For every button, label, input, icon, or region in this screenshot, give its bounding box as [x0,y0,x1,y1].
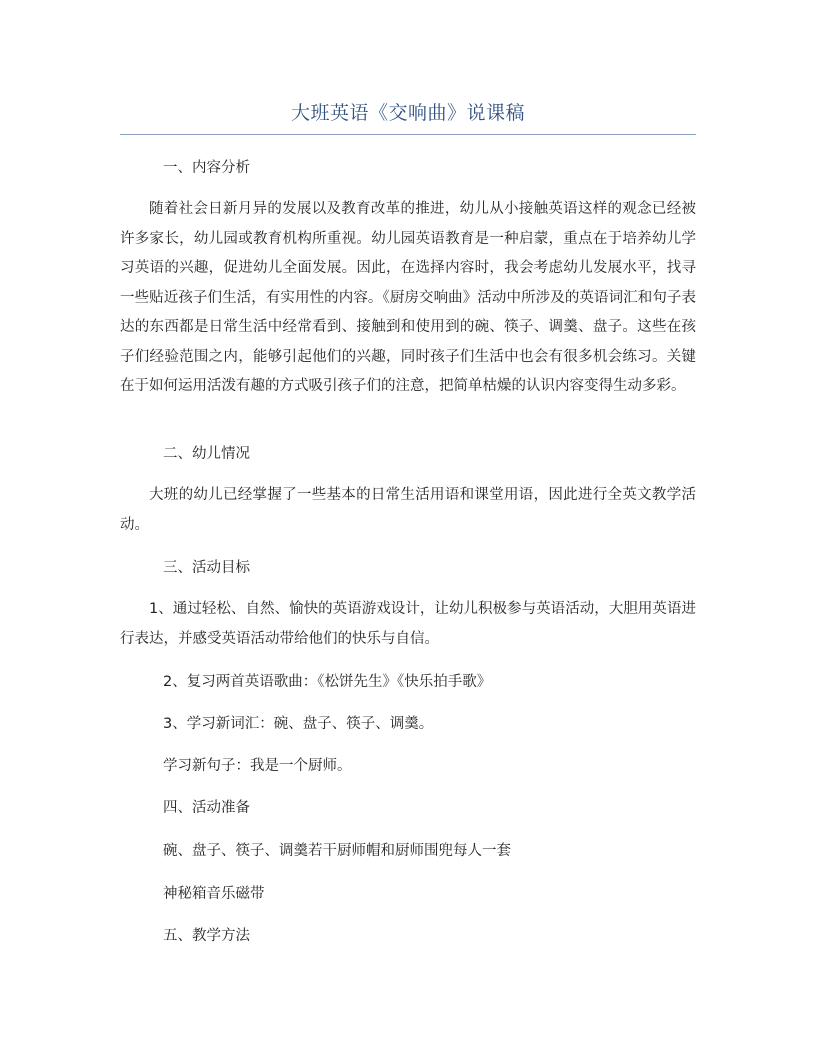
section-heading-children-situation: 二、幼儿情况 [163,446,250,462]
goal-item-3: 3、学习新词汇：碗、盘子、筷子、调羹。 [163,716,434,732]
title-divider [120,134,696,135]
section-heading-content-analysis: 一、内容分析 [163,160,250,176]
paragraph-children-situation: 大班的幼儿已经掌握了一些基本的日常生活用语和课堂用语，因此进行全英文教学活动。 [120,487,696,533]
prep-item-1: 碗、盘子、筷子、调羹若干厨师帽和厨师围兜每人一套 [163,843,511,859]
goal-item-2: 2、复习两首英语歌曲：《松饼先生》《快乐拍手歌》 [163,674,492,690]
goal-new-sentence: 学习新句子：我是一个厨师。 [163,758,352,774]
section-heading-activity-prep: 四、活动准备 [163,800,250,816]
prep-item-2: 神秘箱音乐磁带 [163,886,265,902]
document-title: 大班英语《交响曲》说课稿 [290,102,525,124]
section-heading-activity-goals: 三、活动目标 [163,560,250,576]
paragraph-content-analysis: 随着社会日新月异的发展以及教育改革的推进，幼儿从小接触英语这样的观念已经被许多家长，幼儿园或教育机构所重视。幼儿园英语教育是一种启蒙，重点在于培养幼儿学习英语的兴趣，促进幼儿全面发展。因此，在选择内容时，我会考虑幼儿发展水平，找寻一些贴近孩子们生活，有实用性的内容。《厨房交响曲》活动中所涉及的英语词汇和句子表达的东西都是日常生活中经常看到、接触到和使用到的碗、筷子、调羹、盘子。这些在孩子们经验范围之内，能够引起他们的兴趣，同时孩子们生活中也会有很多机会练习。关键在于如何运用活泼有趣的方式吸引孩子们的注意，把简单枯燥的认识内容变得生动多彩。 [120,201,696,394]
section-heading-teaching-method: 五、教学方法 [163,928,250,944]
goal-item-1: 1、通过轻松、自然、愉快的英语游戏设计，让幼儿积极参与英语活动，大胆用英语进行表达，并感受英语活动带给他们的快乐与自信。 [120,601,696,647]
